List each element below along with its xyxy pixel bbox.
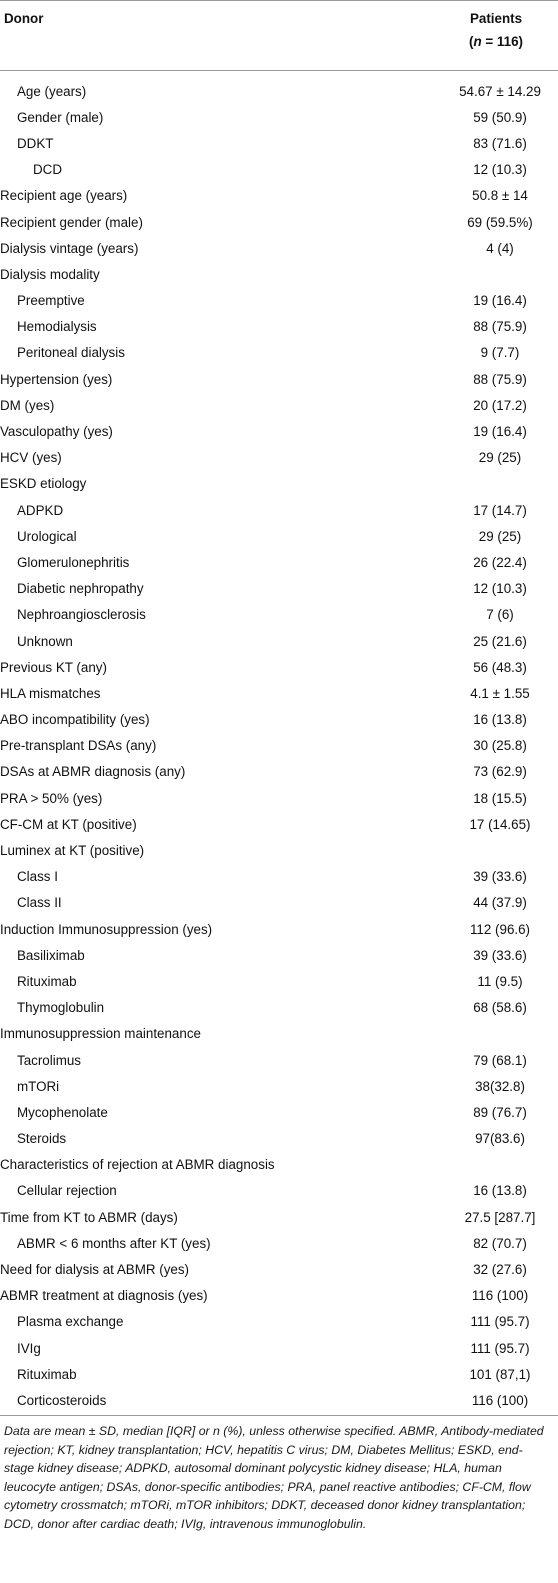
table-row <box>0 602 558 628</box>
table-row <box>0 1361 558 1387</box>
table-row <box>0 130 558 156</box>
table-row <box>0 288 558 314</box>
row-label: DCD <box>33 162 63 178</box>
row-value: 29 (25) <box>478 528 522 544</box>
table-row <box>0 733 558 759</box>
row-value: 50.8 ± 14 <box>472 188 528 204</box>
row-value: 12 (10.3) <box>473 581 527 597</box>
table-row <box>0 680 558 706</box>
row-label: Hemodialysis <box>17 319 97 335</box>
table-row <box>0 445 558 471</box>
row-label: Class II <box>17 895 62 911</box>
row-value: 111 (95.7) <box>470 1340 530 1356</box>
top-rule <box>0 0 558 1</box>
row-value: 89 (76.7) <box>473 1104 527 1120</box>
table-row <box>0 837 558 863</box>
table-row <box>0 1309 558 1335</box>
row-label: Induction Immunosuppression (yes) <box>0 921 213 937</box>
row-label: Mycophenolate <box>17 1104 108 1120</box>
row-value: 16 (13.8) <box>473 1183 527 1199</box>
row-label: Age (years) <box>17 83 87 99</box>
row-value: 29 (25) <box>478 450 522 466</box>
table-row <box>0 1387 558 1413</box>
table-row <box>0 549 558 575</box>
row-label: Corticosteroids <box>17 1392 107 1408</box>
row-label: Tacrolimus <box>17 1052 81 1068</box>
table-row <box>0 968 558 994</box>
row-label: Steroids <box>17 1131 67 1147</box>
row-value: 59 (50.9) <box>473 109 527 125</box>
row-value: 83 (71.6) <box>473 135 527 151</box>
row-label: PRA > 50% (yes) <box>0 790 103 806</box>
row-value: 17 (14.65) <box>469 816 531 832</box>
row-label: Immunosuppression maintenance <box>0 1026 201 1042</box>
row-label: Characteristics of rejection at ABMR diagnosis <box>0 1157 275 1173</box>
row-label: Peritoneal dialysis <box>17 345 125 361</box>
row-value <box>442 471 558 497</box>
header-patients-label: Patients <box>469 11 523 26</box>
table-row <box>0 576 558 602</box>
row-label: Preemptive <box>17 293 85 309</box>
table-row <box>0 995 558 1021</box>
row-value: 12 (10.3) <box>473 162 527 178</box>
table-row <box>0 418 558 444</box>
row-value: 97(83.6) <box>475 1131 525 1147</box>
header-patients <box>446 11 546 49</box>
row-label: Class I <box>17 869 58 885</box>
row-value: 32 (27.6) <box>473 1262 527 1278</box>
row-label: Pre-transplant DSAs (any) <box>0 738 157 754</box>
table-row <box>0 890 558 916</box>
table-row <box>0 1335 558 1361</box>
row-value: 25 (21.6) <box>473 633 527 649</box>
table-row <box>0 1047 558 1073</box>
row-label: Gender (male) <box>17 109 104 125</box>
row-value: 116 (100) <box>471 1392 529 1408</box>
row-value: 26 (22.4) <box>473 554 527 570</box>
row-value: 39 (33.6) <box>473 947 527 963</box>
table-row <box>0 759 558 785</box>
table-body <box>0 78 558 1414</box>
row-label: CF-CM at KT (positive) <box>0 816 137 832</box>
row-value: 17 (14.7) <box>473 502 527 518</box>
row-value: 18 (15.5) <box>473 790 527 806</box>
row-label: Urological <box>17 528 77 544</box>
table-row <box>0 1126 558 1152</box>
row-label: DDKT <box>17 135 54 151</box>
table-row <box>0 1178 558 1204</box>
row-label: Rituximab <box>17 1366 77 1382</box>
table-row <box>0 183 558 209</box>
row-label: ADPKD <box>17 502 64 518</box>
row-label: Rituximab <box>17 973 77 989</box>
row-value: 112 (96.6) <box>469 921 531 937</box>
row-label: Recipient age (years) <box>0 188 128 204</box>
table-row <box>0 366 558 392</box>
row-label: DM (yes) <box>0 397 55 413</box>
row-label: Unknown <box>17 633 73 649</box>
row-value: 9 (7.7) <box>480 345 520 361</box>
row-label: ESKD etiology <box>0 476 87 492</box>
row-value: 19 (16.4) <box>473 293 527 309</box>
table-row <box>0 235 558 261</box>
row-label: Hypertension (yes) <box>0 371 113 387</box>
table-row <box>0 157 558 183</box>
table-row <box>0 261 558 287</box>
table-row <box>0 1099 558 1125</box>
row-label: Need for dialysis at ABMR (yes) <box>0 1262 190 1278</box>
header-rule <box>0 70 558 71</box>
data-table <box>0 78 558 1414</box>
row-value: 19 (16.4) <box>473 424 527 440</box>
header-donor: Donor <box>4 11 44 26</box>
row-value: 79 (68.1) <box>473 1052 527 1068</box>
table-row <box>0 1283 558 1309</box>
row-label: Dialysis vintage (years) <box>0 240 139 256</box>
table-row <box>0 340 558 366</box>
row-label: ABMR treatment at diagnosis (yes) <box>0 1288 208 1304</box>
row-value: 69 (59.5%) <box>467 214 533 230</box>
row-label: Basiliximab <box>17 947 85 963</box>
table-row <box>0 785 558 811</box>
row-value <box>442 837 558 863</box>
row-label: Previous KT (any) <box>0 659 107 675</box>
table-row <box>0 1021 558 1047</box>
row-value: 7 (6) <box>486 607 514 623</box>
row-label: ABO incompatibility (yes) <box>0 712 150 728</box>
row-label: Time from KT to ABMR (days) <box>0 1209 178 1225</box>
table-row <box>0 707 558 733</box>
table-row <box>0 1256 558 1282</box>
table-row <box>0 497 558 523</box>
row-value: 27.5 [287.7] <box>464 1209 536 1225</box>
table-row <box>0 392 558 418</box>
row-label: ABMR < 6 months after KT (yes) <box>17 1235 211 1251</box>
row-value: 20 (17.2) <box>473 397 527 413</box>
table-row <box>0 916 558 942</box>
row-label: Plasma exchange <box>17 1314 124 1330</box>
table-row <box>0 1230 558 1256</box>
row-value: 56 (48.3) <box>473 659 527 675</box>
table-row <box>0 654 558 680</box>
row-label: HCV (yes) <box>0 450 62 466</box>
row-value: 68 (58.6) <box>473 1000 527 1016</box>
table-row <box>0 1073 558 1099</box>
table-row <box>0 1204 558 1230</box>
row-value: 101 (87,1) <box>469 1366 531 1382</box>
row-value: 54.67 ± 14.29 <box>459 83 541 99</box>
table-row <box>0 811 558 837</box>
row-value <box>442 261 558 287</box>
row-value: 116 (100) <box>471 1288 529 1304</box>
table-row <box>0 209 558 235</box>
row-label: Dialysis modality <box>0 266 100 282</box>
row-label: mTORi <box>17 1078 60 1094</box>
row-value: 88 (75.9) <box>473 371 527 387</box>
row-value: 39 (33.6) <box>473 869 527 885</box>
row-value: 4 (4) <box>486 240 514 256</box>
row-value <box>442 1021 558 1047</box>
table-row <box>0 523 558 549</box>
row-label: Recipient gender (male) <box>0 214 143 230</box>
row-label: Nephroangiosclerosis <box>17 607 146 623</box>
row-value: 73 (62.9) <box>473 764 527 780</box>
row-label: Diabetic nephropathy <box>17 581 144 597</box>
row-value: 16 (13.8) <box>473 712 527 728</box>
table-row <box>0 628 558 654</box>
table-row <box>0 864 558 890</box>
header-n-count: (n = 116) <box>469 34 523 49</box>
table-row <box>0 104 558 130</box>
table-footnote: Data are mean ± SD, median [IQR] or n (%), unless otherwise specified. ABMR, Antibody-mediated rejection; KT, kidney transplantation; HCV, hepatitis C virus; DM, Diabetes Mellitus; ESKD, end-stage kidney disease; ADPKD, autosomal dominant polycystic kidney disease; HLA, human leucocyte antigen; DSAs, donor-specific antibodies; PRA, panel reactive antibodies; CF-CM, flow cytometry crossmatch; mTORi, mTOR inhibitors; DDKT, deceased donor kidney transplantation; DCD, donor after cardiac death; IVIg, intravenous immunoglobulin. <box>4 1424 544 1531</box>
row-value: 111 (95.7) <box>470 1314 530 1330</box>
row-label: Glomerulonephritis <box>17 554 130 570</box>
table-row <box>0 942 558 968</box>
table-row <box>0 1152 558 1178</box>
table-row <box>0 314 558 340</box>
row-value: 11 (9.5) <box>477 973 523 989</box>
row-label: Vasculopathy (yes) <box>0 424 113 440</box>
row-label: Luminex at KT (positive) <box>0 843 145 859</box>
table-row <box>0 471 558 497</box>
row-value <box>442 1152 558 1178</box>
row-value: 88 (75.9) <box>473 319 527 335</box>
row-label: Cellular rejection <box>17 1183 117 1199</box>
row-value: 4.1 ± 1.55 <box>470 685 530 701</box>
row-label: IVIg <box>17 1340 41 1356</box>
row-label: Thymoglobulin <box>17 1000 105 1016</box>
row-value: 82 (70.7) <box>473 1235 527 1251</box>
row-label: HLA mismatches <box>0 685 101 701</box>
row-value: 38(32.8) <box>475 1078 525 1094</box>
row-value: 44 (37.9) <box>473 895 527 911</box>
table-row <box>0 78 558 104</box>
row-label: DSAs at ABMR diagnosis (any) <box>0 764 186 780</box>
row-value: 30 (25.8) <box>473 738 527 754</box>
bottom-rule <box>0 1415 558 1416</box>
